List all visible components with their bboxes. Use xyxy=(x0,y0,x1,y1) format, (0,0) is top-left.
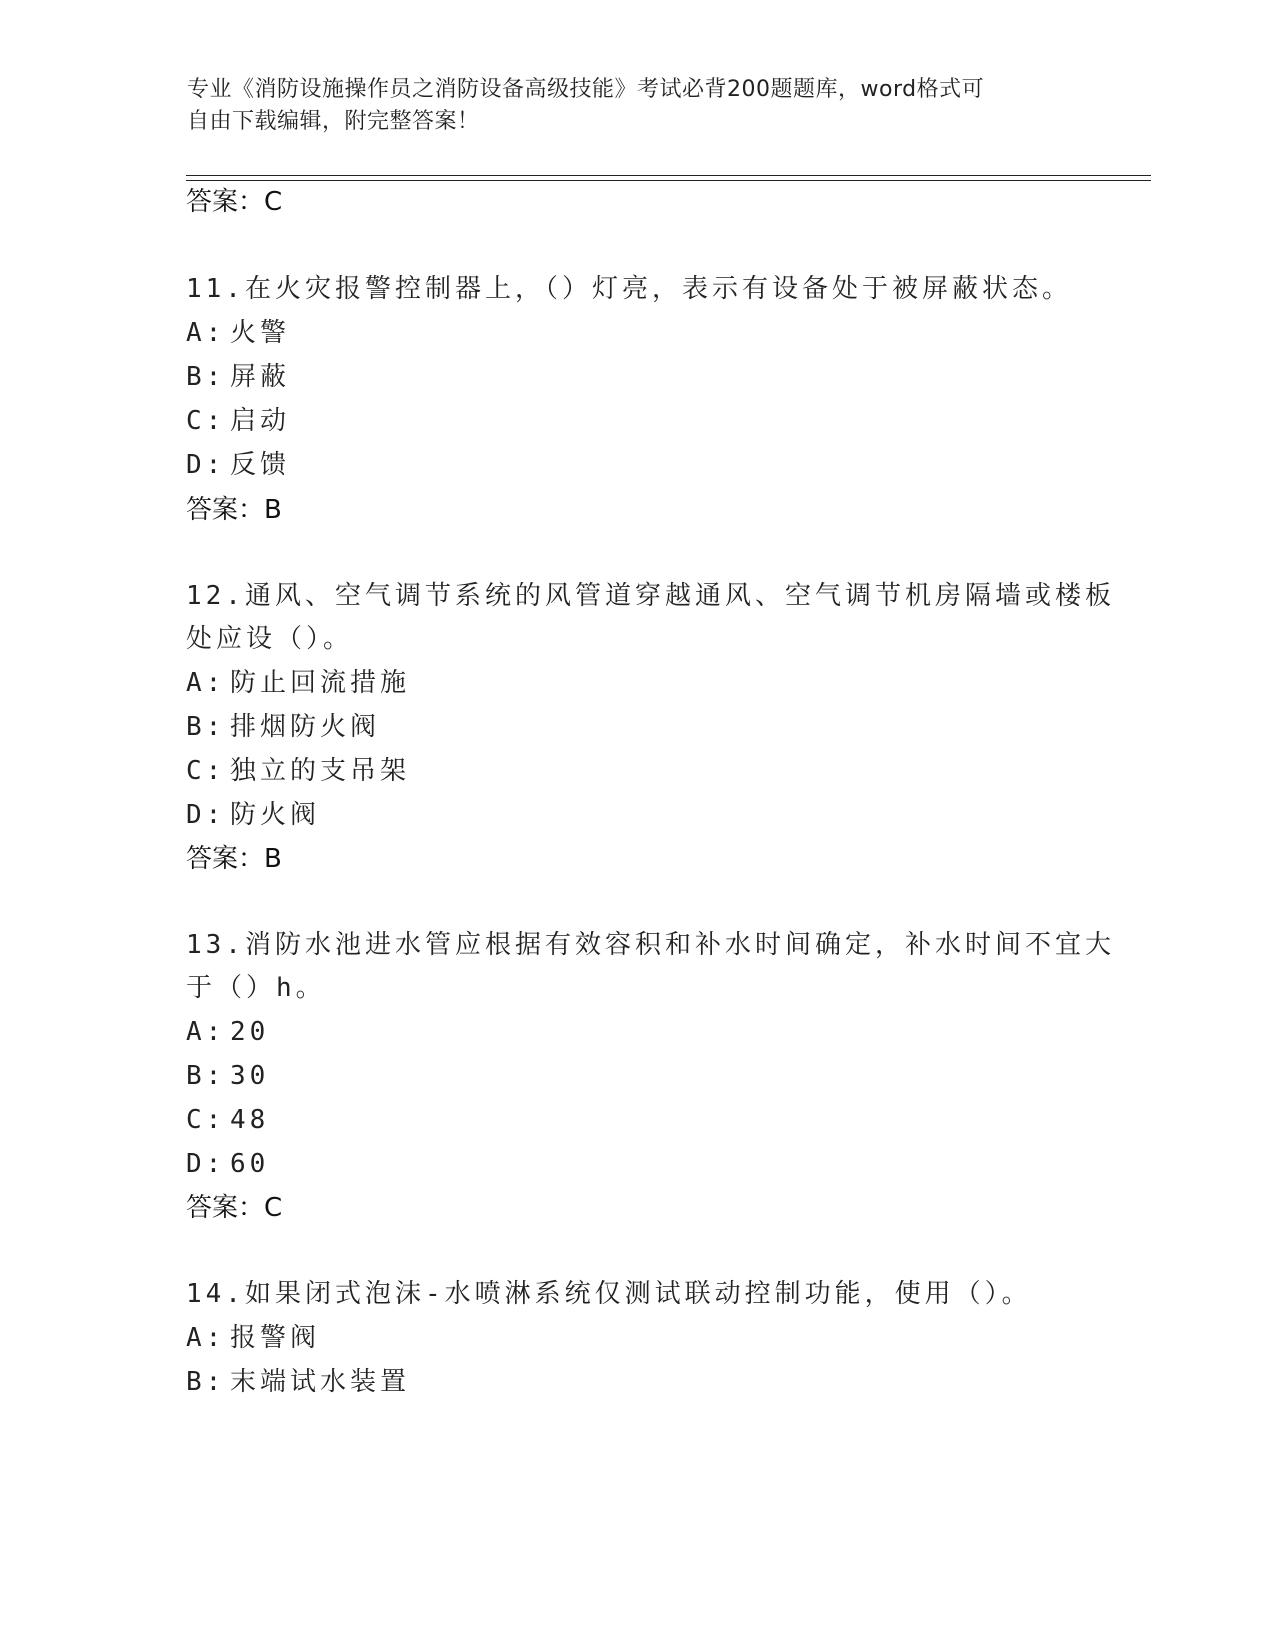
option-letter: D: xyxy=(186,1149,226,1179)
header-line-1: 专业《消防设施操作员之消防设备高级技能》考试必背200题题库，word格式可 xyxy=(187,77,985,102)
option-text: 防止回流措施 xyxy=(230,668,411,698)
question-12-text-line-2: 处应设（）。 xyxy=(186,624,354,654)
question-13-answer: 答案：C xyxy=(186,1193,283,1223)
question-13-option-c xyxy=(186,1104,269,1136)
option-letter: A: xyxy=(186,668,226,698)
question-12-option-c xyxy=(186,755,410,787)
header-line-2: 自由下载编辑，附完整答案！ xyxy=(187,109,480,134)
option-letter: D: xyxy=(186,450,226,480)
previous-answer: 答案：C xyxy=(186,187,283,217)
question-12-option-d xyxy=(186,799,320,831)
question-12-option-a xyxy=(186,667,410,699)
option-letter: C: xyxy=(186,756,226,786)
question-14-text: 14.如果闭式泡沫-水喷淋系统仅测试联动控制功能，使用（）。 xyxy=(186,1279,1032,1309)
question-14-option-b xyxy=(186,1366,410,1398)
header-divider-bottom xyxy=(186,180,1151,181)
option-letter: B: xyxy=(186,1061,226,1091)
option-text: 报警阀 xyxy=(230,1323,321,1353)
option-text: 火警 xyxy=(230,318,291,348)
option-text: 独立的支吊架 xyxy=(230,756,411,786)
question-13-option-b xyxy=(186,1060,269,1092)
question-12-answer: 答案：B xyxy=(186,844,282,874)
option-text: 反馈 xyxy=(230,450,291,480)
question-11-option-c xyxy=(186,405,290,437)
option-letter: D: xyxy=(186,800,226,830)
option-text: 排烟防火阀 xyxy=(230,712,381,742)
question-11-option-a xyxy=(186,317,290,349)
question-11-option-b xyxy=(186,361,290,393)
option-letter: B: xyxy=(186,1367,226,1397)
document-header xyxy=(187,74,1087,138)
question-12-text-line-1: 12.通风、空气调节系统的风管道穿越通风、空气调节机房隔墙或楼板 xyxy=(186,581,1115,611)
option-letter: B: xyxy=(186,362,226,392)
option-letter: A: xyxy=(186,1017,226,1047)
question-13-text-line-1: 13.消防水池进水管应根据有效容积和补水时间确定，补水时间不宜大 xyxy=(186,930,1115,960)
option-letter: B: xyxy=(186,712,226,742)
option-text: 末端试水装置 xyxy=(230,1367,411,1397)
option-text: 60 xyxy=(230,1149,270,1179)
option-text: 启动 xyxy=(230,406,291,436)
option-text: 屏蔽 xyxy=(230,362,291,392)
option-text: 30 xyxy=(230,1061,270,1091)
question-13-option-d xyxy=(186,1148,269,1180)
option-letter: C: xyxy=(186,406,226,436)
question-11-answer: 答案：B xyxy=(186,495,282,525)
question-13-option-a xyxy=(186,1016,269,1048)
option-text: 48 xyxy=(230,1105,270,1135)
question-14-option-a xyxy=(186,1322,320,1354)
option-letter: C: xyxy=(186,1105,226,1135)
question-13-text-line-2: 于（）h。 xyxy=(186,973,326,1003)
header-divider-top xyxy=(186,175,1151,176)
option-text: 防火阀 xyxy=(230,800,321,830)
question-11-option-d xyxy=(186,449,290,481)
option-text: 20 xyxy=(230,1017,270,1047)
question-11-text: 11.在火灾报警控制器上，（）灯亮，表示有设备处于被屏蔽状态。 xyxy=(186,274,1072,304)
option-letter: A: xyxy=(186,318,226,348)
question-12-option-b xyxy=(186,711,380,743)
option-letter: A: xyxy=(186,1323,226,1353)
